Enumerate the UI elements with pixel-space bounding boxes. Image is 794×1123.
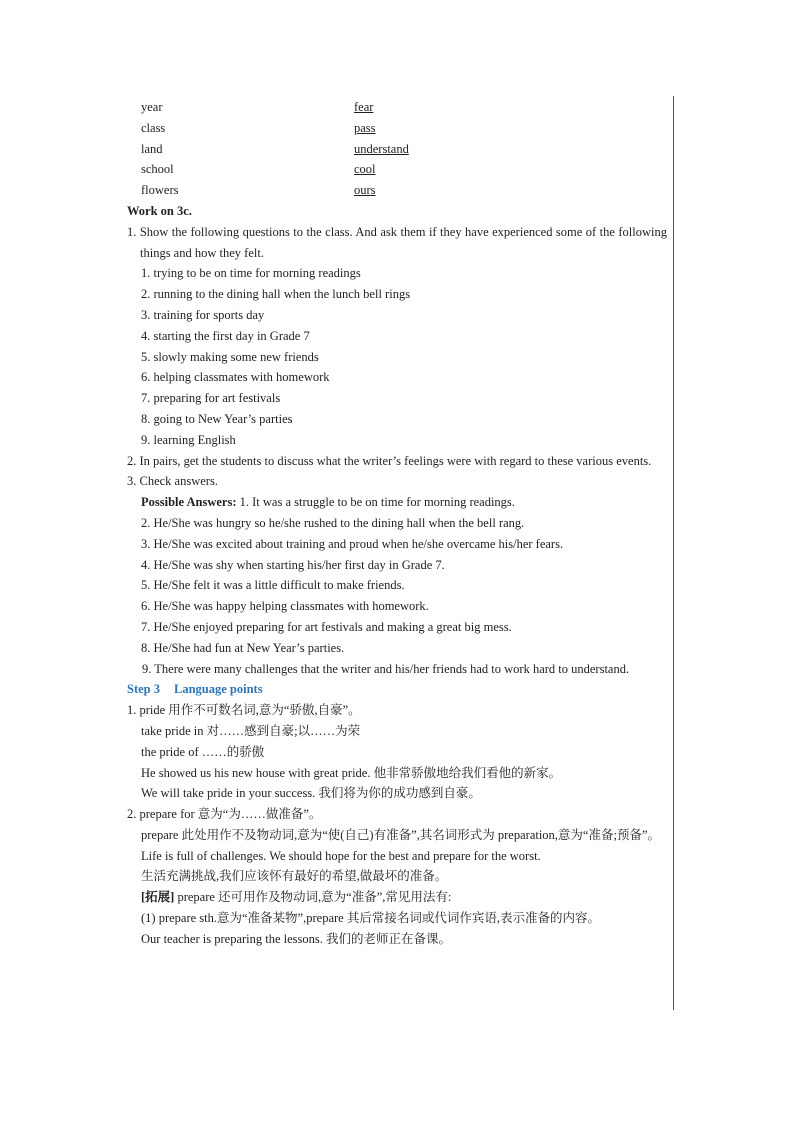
rhyme-word: pass <box>354 120 376 135</box>
word-pair-row <box>127 180 667 201</box>
language-point-1: 1. pride 用作不可数名词,意为“骄傲,自豪”。 <box>127 703 361 718</box>
rhyme-word: cool <box>354 162 376 177</box>
word: land <box>141 141 163 156</box>
step-title: Language points <box>174 682 263 697</box>
answer-item: 6. He/She was happy helping classmates with homework. <box>141 599 429 614</box>
answer-item: 7. He/She enjoyed preparing for art festivals and making a great big mess. <box>141 619 512 634</box>
list-item: 6. helping classmates with homework <box>141 370 330 385</box>
word: flowers <box>141 183 179 198</box>
instruction-item-2: 2. In pairs, get the students to discuss what the writer’s feelings were with regard to these various events. <box>127 453 652 468</box>
list-item: 8. going to New Year’s parties <box>141 411 293 426</box>
extension-label: [拓展] <box>141 890 175 905</box>
example-sentence: He showed us his new house with great pride. 他非常骄傲地给我们看他的新家。 <box>141 765 562 780</box>
answer-item: 3. He/She was excited about training and proud when he/she overcame his/her fears. <box>141 536 564 551</box>
list-item: 9. learning English <box>141 432 236 447</box>
instruction-item-1: 1. Show the following questions to the class. And ask them if they have experienced some of the following things and how they felt. <box>127 224 667 260</box>
prepare-note: prepare 此处用作不及物动词,意为“使(自己)有准备”,其名词形式为 preparation,意为“准备;预备”。 <box>141 827 661 842</box>
answer-item: 2. He/She was hungry so he/she rushed to the dining hall when the bell rang. <box>141 515 525 530</box>
answer-text: 1. It was a struggle to be on time for morning readings. <box>236 495 515 510</box>
word-pair-row <box>127 118 667 139</box>
list-item: 3. training for sports day <box>141 307 265 322</box>
extension-text: prepare 还可用作及物动词,意为“准备”,常见用法有: <box>174 890 452 905</box>
step-label: Step 3 <box>127 682 160 697</box>
word: class <box>141 120 166 135</box>
rhyme-word: fear <box>354 100 374 114</box>
lesson-content <box>127 97 667 950</box>
word: school <box>141 162 174 177</box>
answer-item: 5. He/She felt it was a little difficult to make friends. <box>141 578 405 593</box>
possible-answers-line <box>127 492 667 513</box>
rhyme-word: understand <box>354 141 409 156</box>
answer-item: 9. There were many challenges that the writer and his/her friends had to work hard to understand. <box>142 661 630 676</box>
answer-item: 8. He/She had fun at New Year’s parties. <box>141 640 345 655</box>
list-item: 4. starting the first day in Grade 7 <box>141 328 310 343</box>
list-item: 2. running to the dining hall when the lunch bell rings <box>141 287 411 302</box>
word-pair-row <box>127 139 667 160</box>
section-heading: Work on 3c. <box>127 203 192 218</box>
answer-item: 4. He/She was shy when starting his/her first day in Grade 7. <box>141 557 445 572</box>
word-pair-row <box>127 159 667 180</box>
example-sentence: Life is full of challenges. We should hope for the best and prepare for the worst. <box>141 848 541 863</box>
word: year <box>141 100 163 114</box>
instruction-item-3: 3. Check answers. <box>127 474 218 489</box>
phrase-take-pride: take pride in 对……感到自豪;以……为荣 <box>141 723 361 738</box>
list-item: 5. slowly making some new friends <box>141 349 319 364</box>
list-item: 1. trying to be on time for morning readings <box>141 266 361 281</box>
usage-item: (1) prepare sth.意为“准备某物”,prepare 其后常接名词或代词作宾语,表示准备的内容。 <box>141 911 600 926</box>
example-sentence: Our teacher is preparing the lessons. 我们的老师正在备课。 <box>141 931 452 946</box>
phrase-the-pride: the pride of ……的骄傲 <box>141 744 265 759</box>
rhyme-word: ours <box>354 183 376 198</box>
word-pair-row <box>127 97 667 118</box>
list-item: 7. preparing for art festivals <box>141 391 281 406</box>
language-point-2: 2. prepare for 意为“为……做准备”。 <box>127 807 322 822</box>
example-sentence: We will take pride in your success. 我们将为你的成功感到自豪。 <box>141 786 481 801</box>
example-translation: 生活充满挑战,我们应该怀有最好的希望,做最坏的准备。 <box>141 869 448 884</box>
extension-line <box>127 887 667 908</box>
possible-answers-label: Possible Answers: <box>141 495 237 510</box>
table-border-line <box>673 96 674 1010</box>
step-heading <box>127 679 667 700</box>
